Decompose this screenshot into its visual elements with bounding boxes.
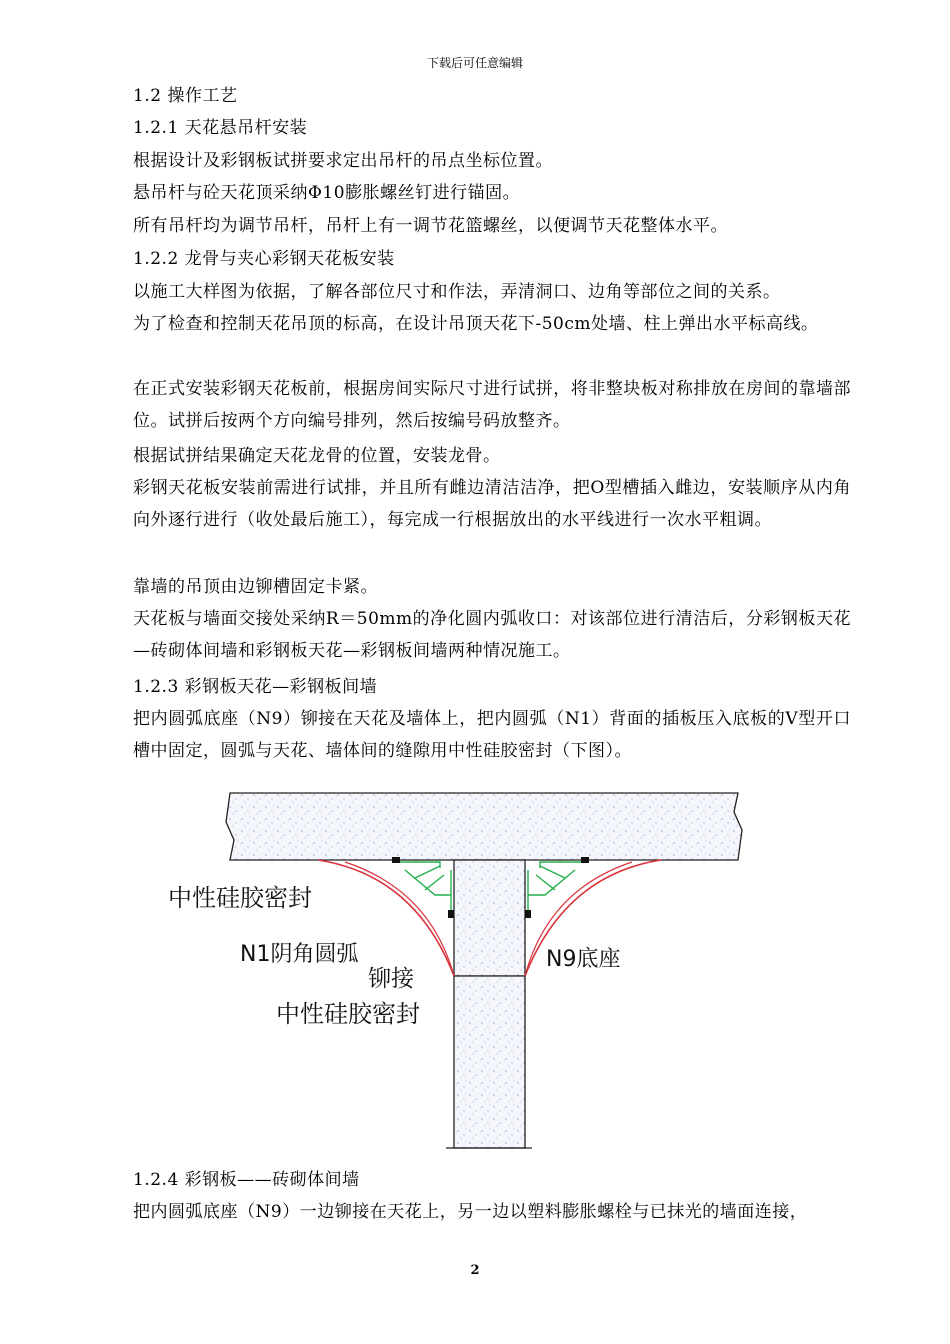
right-n9-base-bracket: [528, 862, 585, 912]
left-n9-base-bracket: [395, 862, 451, 912]
paragraph: 以施工大样图为依据，了解各部位尺寸和作法，弄清洞口、边角等部位之间的关系。: [133, 282, 781, 302]
page-header: 下载后可任意编辑: [426, 56, 523, 70]
label-sealant-top: 中性硅胶密封: [168, 884, 312, 912]
section-heading-1-2-3: 1.2.3 彩钢板天花—彩钢板间墙: [133, 677, 378, 697]
paragraph-wrapped: 天花板与墙面交接处采纳R＝50mm的净化圆内弧收口：对该部位进行清洁后，分彩钢板天花—砖砌体间墙和彩钢板天花—彩钢板间墙两种情况施工。: [133, 609, 851, 661]
ceiling-slab: [226, 793, 742, 860]
left-inner-arc: [345, 862, 454, 976]
page-number: 2: [470, 1263, 480, 1278]
paragraph-wrapped: 在正式安装彩钢天花板前，根据房间实际尺寸进行试拼，将非整块板对称排放在房间的靠墙部位。试拼后按两个方向编号排列，然后按编号码放整齐。: [133, 379, 851, 431]
section-heading-1-2: 1.2 操作工艺: [133, 86, 238, 106]
section-heading-1-2-2: 1.2.2 龙骨与夹心彩钢天花板安装: [133, 249, 395, 269]
paragraph-wrapped: 为了检查和控制天花吊顶的标高，在设计吊顶天花下-50cm处墙、柱上弹出水平标高线。: [133, 314, 819, 334]
paragraph: 悬吊杆与砼天花顶采纳Φ10膨胀螺丝钉进行锚固。: [133, 183, 521, 203]
wall-lower: [454, 976, 525, 1148]
paragraph-wrapped: 把内圆弧底座（N9）铆接在天花及墙体上，把内圆弧（N1）背面的插板压入底板的V型开口槽中固定，圆弧与天花、墙体间的缝隙用中性硅胶密封（下图）。: [133, 709, 851, 761]
paragraph: 把内圆弧底座（N9）一边铆接在天花上，另一边以塑料膨胀螺栓与已抹光的墙面连接，: [133, 1202, 808, 1222]
label-n1-arc: N1阴角圆弧: [240, 942, 359, 967]
section-heading-1-2-1: 1.2.1 天花悬吊杆安装: [133, 118, 308, 138]
paragraph: 所有吊杆均为调节吊杆，吊杆上有一调节花篮螺丝，以便调节天花整体水平。: [133, 216, 728, 236]
label-rivet: 铆接: [368, 966, 414, 992]
paragraph-wrapped: 彩钢天花板安装前需进行试排，并且所有雌边清洁洁净，把O型槽插入雌边，安装顺序从内角向外逐行进行（收处最后施工），每完成一行根据放出的水平线进行一次水平粗调。: [133, 478, 851, 530]
paragraph: 靠墙的吊顶由边铆槽固定卡紧。: [133, 577, 378, 597]
label-n9-base: N9底座: [546, 947, 621, 972]
wall-upper: [454, 860, 525, 976]
section-heading-1-2-4: 1.2.4 彩钢板——砖砌体间墙: [133, 1170, 360, 1190]
label-sealant-bottom: 中性硅胶密封: [276, 1000, 420, 1028]
paragraph: 根据试拼结果确定天花龙骨的位置，安装龙骨。: [133, 446, 501, 466]
paragraph: 根据设计及彩钢板试拼要求定出吊杆的吊点坐标位置。: [133, 151, 553, 171]
